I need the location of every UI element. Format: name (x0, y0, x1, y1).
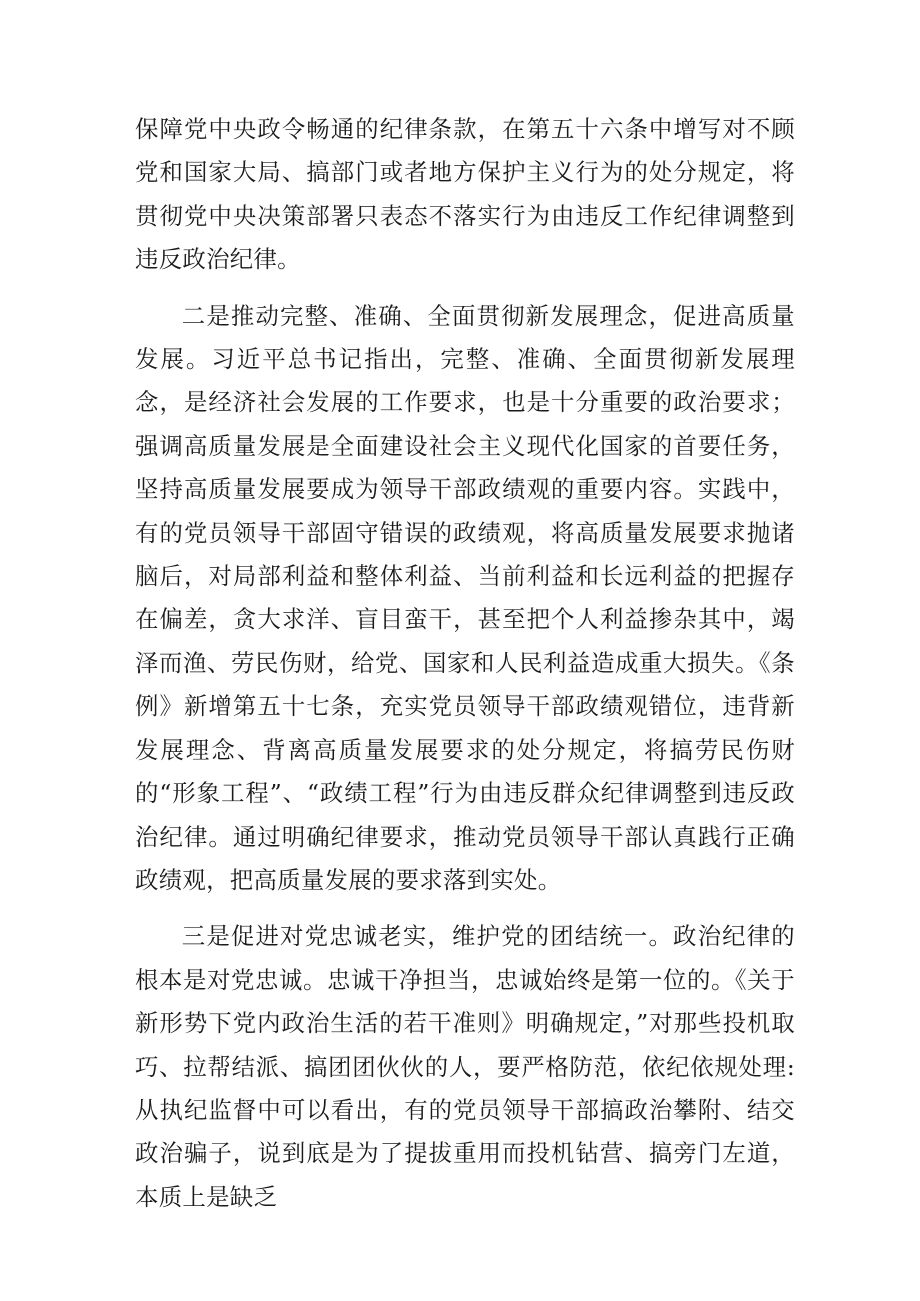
paragraph-point-two: 二是推动完整、准确、全面贯彻新发展理念，促进高质量发展。习近平总书记指出，完整、准确、全面贯彻新发展理念，是经济社会发展的工作要求，也是十分重要的政治要求；强调高质量发展是全面建设社会主义现代化国家的首要任务，坚持高质量发展要成为领导干部政绩观的重要内容。实践中，有的党员领导干部固守错误的政绩观，将高质量发展要求抛诸脑后，对局部利益和整体利益、当前利益和长远利益的把握存在偏差，贪大求洋、盲目蛮干，甚至把个人利益掺杂其中，竭泽而渔、劳民伤财，给党、国家和人民利益造成重大损失。《条例》新增第五十七条，充实党员领导干部政绩观错位，违背新发展理念、背离高质量发展要求的处分规定，将搞劳民伤财的“形象工程”、“政绩工程”行为由违反群众纪律调整到违反政治纪律。通过明确纪律要求，推动党员领导干部认真践行正确政绩观，把高质量发展的要求落到实处。 (135, 301, 795, 894)
document-body (135, 108, 795, 1219)
paragraph-continuation: 保障党中央政令畅通的纪律条款，在第五十六条中增写对不顾党和国家大局、搞部门或者地方保护主义行为的处分规定，将贯彻党中央决策部署只表态不落实行为由违反工作纪律调整到违反政治纪律。 (135, 115, 795, 274)
paragraph-point-three: 三是促进对党忠诚老实，维护党的团结统一。政治纪律的根本是对党忠诚。忠诚干净担当，忠诚始终是第一位的。《关于新形势下党内政治生活的若干准则》明确规定，”对那些投机取巧、拉帮结派、搞团团伙伙的人，要严格防范，依纪依规处理:从执纪监督中可以看出，有的党员领导干部搞政治攀附、结交政治骗子，说到底是为了提拔重用而投机钻营、搞旁门左道，本质上是缺乏 (135, 922, 795, 1211)
